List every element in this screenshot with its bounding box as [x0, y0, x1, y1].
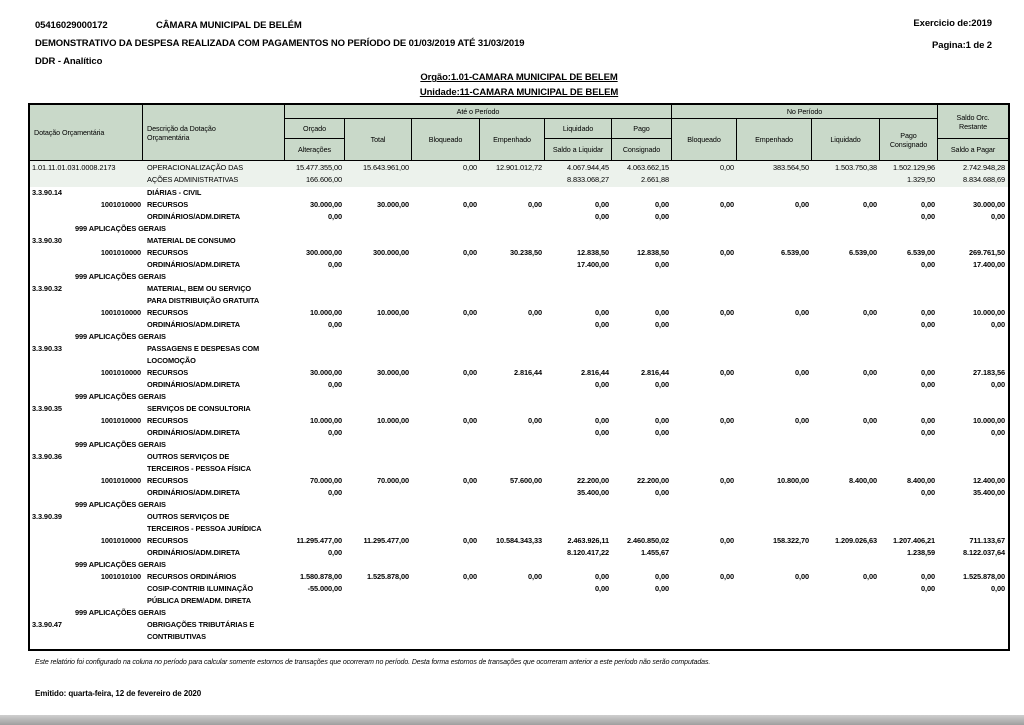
row-description: OUTROS SERVIÇOS DE TERCEIROS - PESSOA FÍSICA: [147, 452, 251, 473]
row-value: [880, 235, 938, 247]
row-value: 0,00 0,00: [655, 200, 669, 221]
row-code: 1001010000: [100, 416, 141, 425]
row-value: 10.000,00 0,00: [973, 416, 1005, 437]
row-value: 0,00 0,00: [921, 308, 935, 329]
cnpj: 05416029000172: [35, 20, 108, 31]
row-value: [412, 187, 480, 199]
row-value: [880, 619, 938, 643]
row-value: 30.000,00 0,00: [310, 368, 342, 389]
row-value: 0,00: [795, 368, 809, 377]
row-value: 6.539,00: [781, 248, 809, 257]
row-value: 10.000,00: [377, 308, 409, 317]
row-value: 1.580.878,00 -55.000,00: [300, 572, 342, 593]
row-value: [612, 235, 672, 247]
row-value: 1.209.026,63: [835, 536, 877, 545]
row-value: 0,00 0,00: [595, 308, 609, 329]
row-value: [285, 283, 345, 307]
row-description: RECURSOS ORDINÁRIOS/ADM.DIRETA: [147, 476, 241, 497]
col-header-bloqueado: Bloqueado: [412, 119, 480, 160]
footer-note: Este relatório foi configurado na coluna no período para calcular somente estornos de transações que ocorreram no período. Desta forma estornos de transações que ocorreram anterior a este período não serão computadas.: [35, 659, 711, 666]
row-value: 2.463.926,11 8.120.417,22: [567, 536, 609, 557]
row-value: [612, 511, 672, 535]
row-value: 0,00: [720, 248, 734, 257]
row-value: 11.295.477,00: [363, 536, 409, 545]
col-header-p-bloqueado: Bloqueado: [672, 119, 737, 160]
row-description: RECURSOS ORDINÁRIOS/ADM.DIRETA: [147, 308, 241, 329]
row-value: 30.000,00 0,00: [310, 200, 342, 221]
row-value: [880, 187, 938, 199]
row-value: 22.200,00 35.400,00: [577, 476, 609, 497]
table-row: [30, 343, 1008, 367]
row-value: [285, 403, 345, 415]
row-value: 0,00 0,00: [655, 416, 669, 437]
report-type: DDR - Analítico: [35, 56, 103, 67]
col-header-pago: Pago: [612, 119, 672, 139]
row-value: 10.000,00: [377, 416, 409, 425]
row-value: [345, 619, 412, 643]
row-value: 30.000,00: [377, 200, 409, 209]
row-value: 0,00 0,00: [655, 572, 669, 593]
row-value: [812, 619, 880, 643]
row-value: [285, 235, 345, 247]
row-description: MATERIAL, BEM OU SERVIÇO PARA DISTRIBUIÇÃO GRATUITA: [147, 284, 260, 305]
row-value: 0,00: [863, 572, 877, 581]
row-code: 3.3.90.47: [32, 620, 62, 629]
row-value: [285, 343, 345, 367]
row-value: [880, 283, 938, 307]
col-header-total: Total: [345, 119, 412, 160]
row-value: [612, 187, 672, 199]
row-value: 15.643.961,00: [363, 163, 409, 172]
row-value: 11.295.477,00 0,00: [296, 536, 342, 557]
table-row: [30, 499, 1008, 511]
row-code: 1001010000: [100, 368, 141, 377]
row-value: 6.539,00: [849, 248, 877, 257]
row-value: [612, 403, 672, 415]
row-value: [880, 451, 938, 475]
table-row: [30, 199, 1008, 223]
row-value: 0,00: [528, 416, 542, 425]
row-value: [812, 283, 880, 307]
row-value: 0,00: [463, 308, 477, 317]
row-value: [345, 187, 412, 199]
row-value: [285, 619, 345, 643]
application-label: 999 APLICAÇÕES GERAIS: [75, 332, 166, 341]
row-value: 0,00 0,00: [595, 416, 609, 437]
row-value: 1.525.878,00 0,00: [963, 572, 1005, 593]
row-code: 1001010000: [100, 200, 141, 209]
row-value: [737, 283, 812, 307]
col-header-dotacao: Dotação Orçamentária: [30, 105, 143, 160]
row-value: [938, 511, 1008, 535]
row-description: RECURSOS ORDINÁRIOS/ADM.DIRETA: [147, 248, 241, 269]
row-value: [938, 235, 1008, 247]
row-value: 0,00: [863, 308, 877, 317]
row-value: [345, 451, 412, 475]
row-value: [412, 619, 480, 643]
row-value: [545, 619, 612, 643]
row-value: 2.460.850,02 1.455,67: [627, 536, 669, 557]
row-value: [812, 187, 880, 199]
col-header-p-liquidado: Liquidado: [812, 119, 880, 160]
row-value: [480, 187, 545, 199]
row-value: 0,00: [720, 476, 734, 485]
row-value: 0,00 0,00: [921, 200, 935, 221]
row-value: 0,00: [463, 416, 477, 425]
row-value: [545, 187, 612, 199]
row-value: [672, 235, 737, 247]
row-value: 10.584.343,33: [496, 536, 542, 545]
row-value: [412, 283, 480, 307]
row-description: MATERIAL DE CONSUMO: [147, 236, 236, 245]
row-value: [545, 511, 612, 535]
row-value: [285, 187, 345, 199]
row-description: RECURSOS ORDINÁRIOS COSIP-CONTRIB ILUMINAÇÃO PÚBLICA DREM/ADM. DIRETA: [147, 572, 253, 605]
row-value: [412, 403, 480, 415]
row-value: 0,00 0,00: [595, 572, 609, 593]
row-value: 0,00 0,00: [921, 416, 935, 437]
application-label: 999 APLICAÇÕES GERAIS: [75, 272, 166, 281]
table-row: [30, 307, 1008, 331]
row-value: [812, 511, 880, 535]
row-value: [880, 403, 938, 415]
row-value: [938, 403, 1008, 415]
row-value: 0,00: [795, 200, 809, 209]
row-value: 30.238,50: [510, 248, 542, 257]
application-label: 999 APLICAÇÕES GERAIS: [75, 392, 166, 401]
row-code: 3.3.90.36: [32, 452, 62, 461]
row-value: 57.600,00: [510, 476, 542, 485]
row-value: [480, 511, 545, 535]
table-row: [30, 283, 1008, 307]
row-value: [612, 619, 672, 643]
table-row: [30, 187, 1008, 199]
row-value: 0,00 0,00: [595, 200, 609, 221]
row-value: 0,00 0,00: [655, 308, 669, 329]
row-code: 3.3.90.32: [32, 284, 62, 293]
entity-name: CÂMARA MUNICIPAL DE BELÉM: [156, 20, 302, 31]
row-value: 30.000,00: [377, 368, 409, 377]
row-value: [480, 343, 545, 367]
row-value: 2.742.948,28 8.834.688,69: [963, 163, 1005, 184]
table-row: [30, 439, 1008, 451]
unit-line: Unidade:11-CAMARA MUNICIPAL DE BELEM: [419, 87, 619, 98]
row-value: [480, 619, 545, 643]
row-value: [938, 451, 1008, 475]
row-value: 0,00: [795, 416, 809, 425]
row-value: [880, 511, 938, 535]
table-body: [30, 161, 1008, 643]
row-value: 383.564,50: [773, 163, 809, 172]
report-title: DEMONSTRATIVO DA DESPESA REALIZADA COM PAGAMENTOS NO PERÍODO DE 01/03/2019 ATÉ 31/03/2019: [35, 38, 525, 49]
col-header-saldo-orc: Saldo Orc. Restante: [938, 105, 1008, 139]
row-value: 1.207.406,21 1.238,59: [893, 536, 935, 557]
row-value: 70.000,00: [377, 476, 409, 485]
row-value: [545, 343, 612, 367]
table-row: [30, 451, 1008, 475]
row-value: 0,00 0,00: [921, 572, 935, 593]
group-header-no-periodo: No Período: [672, 105, 938, 119]
col-header-p-pago-consignado: Pago Consignado: [880, 119, 938, 160]
row-value: [545, 451, 612, 475]
col-header-alteracoes: Alterações: [285, 139, 345, 160]
row-value: [345, 343, 412, 367]
row-description: PASSAGENS E DESPESAS COM LOCOMOÇÃO: [147, 344, 260, 365]
application-label: 999 APLICAÇÕES GERAIS: [75, 224, 166, 233]
row-value: [812, 451, 880, 475]
row-code: 1.01.11.01.031.0008.2173: [32, 163, 116, 172]
row-value: 0,00: [720, 368, 734, 377]
row-value: 10.000,00 0,00: [310, 308, 342, 329]
col-header-consignado: Consignado: [612, 139, 672, 160]
row-value: 8.400,00: [849, 476, 877, 485]
row-value: 269.761,50 17.400,00: [969, 248, 1005, 269]
row-value: 0,00: [795, 308, 809, 317]
row-value: [880, 343, 938, 367]
row-value: 22.200,00 0,00: [637, 476, 669, 497]
row-value: [737, 619, 812, 643]
table-row: [30, 559, 1008, 571]
row-value: [412, 343, 480, 367]
row-value: [672, 403, 737, 415]
row-value: [737, 187, 812, 199]
row-code: 1001010000: [100, 248, 141, 257]
table-row: [30, 403, 1008, 415]
row-value: 0,00: [528, 200, 542, 209]
row-value: [737, 451, 812, 475]
row-description: OPERACIONALIZAÇÃO DAS AÇÕES ADMINISTRATIVAS: [147, 163, 244, 184]
row-value: 0,00: [463, 476, 477, 485]
emitted-date: Emitido: quarta-feira, 12 de fevereiro de 2020: [35, 689, 202, 698]
row-code: 1001010100: [100, 572, 141, 581]
organ-line: Orgão:1.01-CAMARA MUNICIPAL DE BELEM: [420, 72, 618, 83]
row-code: 3.3.90.14: [32, 188, 62, 197]
page-number: Pagina:1 de 2: [932, 40, 992, 51]
row-value: [480, 235, 545, 247]
row-value: [545, 283, 612, 307]
row-value: [480, 451, 545, 475]
col-header-orcado: Orçado: [285, 119, 345, 139]
col-header-saldo-liquidar: Saldo a Liquidar: [545, 139, 612, 160]
row-value: [938, 283, 1008, 307]
application-label: 999 APLICAÇÕES GERAIS: [75, 500, 166, 509]
row-value: 300.000,00 0,00: [306, 248, 342, 269]
table-row: [30, 247, 1008, 271]
row-value: 0,00: [720, 200, 734, 209]
table-row: [30, 511, 1008, 535]
row-value: 27.183,56 0,00: [973, 368, 1005, 389]
row-description: RECURSOS ORDINÁRIOS/ADM.DIRETA: [147, 416, 241, 437]
row-value: 0,00: [863, 368, 877, 377]
table-header: [30, 105, 1008, 161]
row-value: 0,00: [463, 163, 477, 172]
row-value: [737, 343, 812, 367]
row-code: 3.3.90.30: [32, 236, 62, 245]
row-value: 0,00: [863, 416, 877, 425]
row-value: [938, 343, 1008, 367]
row-value: [672, 187, 737, 199]
row-value: [737, 235, 812, 247]
row-value: 8.400,00 0,00: [907, 476, 935, 497]
table-filler: [30, 643, 1008, 649]
row-value: 10.800,00: [777, 476, 809, 485]
row-value: 6.539,00 0,00: [907, 248, 935, 269]
col-header-saldo-pagar: Saldo a Pagar: [950, 145, 996, 154]
row-value: 0,00: [463, 248, 477, 257]
table-row: [30, 235, 1008, 247]
table-row: [30, 223, 1008, 235]
row-code: 1001010000: [100, 536, 141, 545]
row-description: OBRIGAÇÕES TRIBUTÁRIAS E CONTRIBUTIVAS: [147, 620, 255, 641]
table-row: [30, 331, 1008, 343]
row-value: 158.322,70: [773, 536, 809, 545]
row-value: 0,00: [528, 572, 542, 581]
row-value: [737, 511, 812, 535]
row-value: [412, 451, 480, 475]
table-row: [30, 607, 1008, 619]
table-row: [30, 571, 1008, 607]
row-value: [412, 235, 480, 247]
row-value: [737, 403, 812, 415]
row-value: 1.502.129,96 1.329,50: [893, 163, 935, 184]
row-value: 12.838,50 0,00: [637, 248, 669, 269]
row-value: 0,00: [528, 308, 542, 317]
row-value: 711.133,67 8.122.037,64: [963, 536, 1005, 557]
application-label: 999 APLICAÇÕES GERAIS: [75, 608, 166, 617]
row-value: 12.400,00 35.400,00: [973, 476, 1005, 497]
page-bottom-edge: [0, 715, 1024, 725]
row-value: 0,00: [463, 536, 477, 545]
row-value: 0,00: [720, 536, 734, 545]
row-description: RECURSOS ORDINÁRIOS/ADM.DIRETA: [147, 536, 241, 557]
row-value: [412, 511, 480, 535]
row-value: [938, 619, 1008, 643]
col-header-p-empenhado: Empenhado: [737, 119, 812, 160]
table-row: [30, 161, 1008, 187]
table-row: [30, 415, 1008, 439]
row-value: [345, 403, 412, 415]
col-header-liquidado: Liquidado: [545, 119, 612, 139]
row-value: [545, 403, 612, 415]
row-value: 12.901.012,72: [496, 163, 542, 172]
row-value: 15.477.355,00 166.606,00: [296, 163, 342, 184]
row-code: 3.3.90.33: [32, 344, 62, 353]
row-value: 10.000,00 0,00: [310, 416, 342, 437]
row-value: [612, 343, 672, 367]
table-row: [30, 367, 1008, 391]
col-header-descricao: Descrição da Dotação Orçamentária: [143, 105, 285, 160]
row-value: 2.816,44 0,00: [581, 368, 609, 389]
row-value: [480, 283, 545, 307]
row-value: [672, 451, 737, 475]
table-row: [30, 535, 1008, 559]
row-value: 300.000,00: [373, 248, 409, 257]
row-value: [672, 619, 737, 643]
row-value: 0,00: [863, 200, 877, 209]
row-value: [480, 403, 545, 415]
expense-table: [28, 103, 1010, 651]
row-value: [345, 283, 412, 307]
table-row: [30, 391, 1008, 403]
row-value: [285, 451, 345, 475]
row-value: 0,00 0,00: [921, 368, 935, 389]
row-value: 1.503.750,38: [835, 163, 877, 172]
row-code: 3.3.90.35: [32, 404, 62, 413]
row-value: 70.000,00 0,00: [310, 476, 342, 497]
row-value: 4.063.662,15 2.661,88: [627, 163, 669, 184]
row-value: 0,00: [463, 200, 477, 209]
row-description: RECURSOS ORDINÁRIOS/ADM.DIRETA: [147, 368, 241, 389]
row-description: RECURSOS ORDINÁRIOS/ADM.DIRETA: [147, 200, 241, 221]
application-label: 999 APLICAÇÕES GERAIS: [75, 560, 166, 569]
row-value: [672, 511, 737, 535]
row-value: 0,00: [720, 163, 734, 172]
table-row: [30, 475, 1008, 499]
row-value: 0,00: [463, 368, 477, 377]
table-row: [30, 619, 1008, 643]
row-value: [612, 283, 672, 307]
group-header-ate-periodo: Até o Período: [285, 105, 672, 119]
row-value: [672, 283, 737, 307]
table-row: [30, 271, 1008, 283]
row-value: 1.525.878,00: [367, 572, 409, 581]
row-value: 0,00: [720, 572, 734, 581]
exercise-label: Exercicio de:2019: [913, 18, 992, 29]
row-value: 0,00: [795, 572, 809, 581]
row-description: SERVIÇOS DE CONSULTORIA: [147, 404, 251, 413]
row-description: DIÁRIAS - CIVIL: [147, 188, 202, 197]
row-value: 12.838,50 17.400,00: [577, 248, 609, 269]
row-code: 1001010000: [100, 308, 141, 317]
row-value: 10.000,00 0,00: [973, 308, 1005, 329]
row-value: [545, 235, 612, 247]
row-description: OUTROS SERVIÇOS DE TERCEIROS - PESSOA JURÍDICA: [147, 512, 262, 533]
row-value: [612, 451, 672, 475]
row-value: 4.067.944,45 8.833.068,27: [567, 163, 609, 184]
row-value: 2.816,44 0,00: [641, 368, 669, 389]
row-value: [285, 511, 345, 535]
col-header-empenhado: Empenhado: [480, 119, 545, 160]
row-value: 0,00: [720, 308, 734, 317]
application-label: 999 APLICAÇÕES GERAIS: [75, 440, 166, 449]
row-value: [812, 403, 880, 415]
row-value: [812, 343, 880, 367]
row-code: 3.3.90.39: [32, 512, 62, 521]
row-value: [345, 235, 412, 247]
row-value: [672, 343, 737, 367]
row-value: [812, 235, 880, 247]
row-value: 30.000,00 0,00: [973, 200, 1005, 221]
row-value: 2.816,44: [514, 368, 542, 377]
row-value: [938, 187, 1008, 199]
row-code: 1001010000: [100, 476, 141, 485]
row-value: 0,00: [720, 416, 734, 425]
row-value: [345, 511, 412, 535]
row-value: 0,00: [463, 572, 477, 581]
